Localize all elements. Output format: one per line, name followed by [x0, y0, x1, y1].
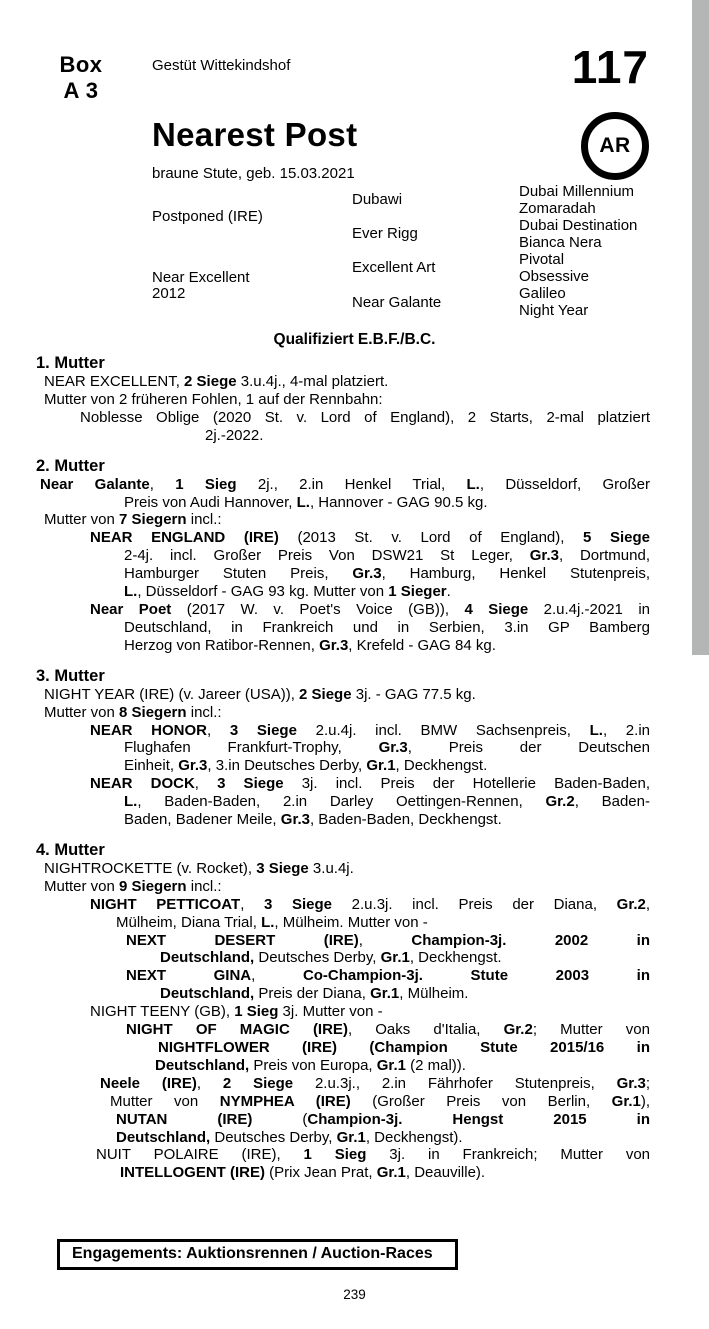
text-line: Mülheim, Diana Trial, L., Mülheim. Mutter von -	[116, 913, 428, 931]
text-line: Near Galante, 1 Sieg 2j., 2.in Henkel Trial, L., Düsseldorf, Großer	[40, 475, 651, 493]
text-line: Deutschland, Preis der Diana, Gr.1, Mülheim.	[160, 985, 469, 1003]
text-line: NEXT DESERT (IRE), Champion-3j. 2002 in	[126, 931, 650, 949]
text-line: Mutter von 7 Siegern incl.:	[44, 511, 222, 529]
text-line: Deutschland, Deutsches Derby, Gr.1, Deckhengst.	[160, 949, 502, 967]
pedigree-gen3-6: Galileo	[519, 285, 566, 303]
text-line: NEXT GINA, Co-Champion-3j. Stute 2003 in	[126, 967, 650, 985]
text-line: L., Baden-Baden, 2.in Darley Oettingen-Rennen, Gr.2, Baden-	[124, 793, 650, 811]
text-line: INTELLOGENT (IRE) (Prix Jean Prat, Gr.1, Deauville).	[120, 1164, 486, 1182]
text-line: Noblesse Oblige (2020 St. v. Lord of England), 2 Starts, 2-mal platziert	[80, 408, 650, 426]
pedigree-gen3-2: Dubai Destination	[519, 216, 638, 234]
text-line: Preis von Audi Hannover, L., Hannover - GAG 90.5 kg.	[124, 493, 488, 511]
box-label-word: Box	[59, 52, 103, 77]
horse-description: braune Stute, geb. 15.03.2021	[152, 165, 355, 182]
text-line: L., Düsseldorf - GAG 93 kg. Mutter von 1 Sieger.	[124, 583, 451, 601]
text-line: NEAR DOCK, 3 Siege 3j. incl. Preis der Hotellerie Baden-Baden,	[90, 775, 650, 793]
pedigree-gen3-0: Dubai Millennium	[519, 182, 635, 200]
text-line: 2-4j. incl. Großer Preis Von DSW21 St Leger, Gr.3, Dortmund,	[124, 547, 650, 565]
pedigree-gen3-4: Pivotal	[519, 250, 565, 268]
text-line: 2j.-2022.	[205, 426, 264, 444]
pedigree-table	[152, 183, 657, 320]
text-line: Flughafen Frankfurt-Trophy, Gr.3, Preis der Deutschen	[124, 739, 650, 757]
text-line: Mutter von 2 früheren Fohlen, 1 auf der Rennbahn:	[44, 390, 383, 408]
scrollbar-thumb[interactable]	[692, 0, 709, 655]
qualification-note: Qualifiziert E.B.F./B.C.	[273, 331, 436, 348]
page-number: 239	[343, 1287, 366, 1302]
text-line: Hamburger Stuten Preis, Gr.3, Hamburg, Henkel Stutenpreis,	[124, 565, 650, 583]
section-heading: 4. Mutter	[36, 840, 105, 859]
pedigree-gen3-7: Night Year	[519, 302, 589, 320]
text-line: Baden, Badener Meile, Gr.3, Baden-Baden, Deckhengst.	[124, 811, 502, 829]
horse-name: Nearest Post	[152, 116, 358, 153]
text-line: Herzog von Ratibor-Rennen, Gr.3, Krefeld - GAG 84 kg.	[124, 636, 496, 654]
engagements-text: Engagements: Auktionsrennen / Auction-Races	[72, 1245, 433, 1262]
box-number: A 3	[63, 78, 99, 103]
text-line: Mutter von 9 Siegern incl.:	[44, 877, 222, 895]
text-line: NUIT POLAIRE (IRE), 1 Sieg 3j. in Frankreich; Mutter von	[96, 1146, 650, 1164]
breeder-badge-circle	[581, 112, 649, 180]
text-line: NIGHT TEENY (GB), 1 Sieg 3j. Mutter von -	[90, 1003, 383, 1021]
text-line: Einheit, Gr.3, 3.in Deutsches Derby, Gr.1, Deckhengst.	[124, 757, 488, 775]
pedigree-gen1-0: Postponed (IRE)	[152, 208, 263, 226]
lot-number: 117	[571, 41, 649, 93]
dam-line-sections	[0, 352, 709, 1182]
pedigree-gen2-2: Excellent Art	[352, 259, 436, 277]
text-line: NEAR HONOR, 3 Siege 2.u.4j. incl. BMW Sachsenpreis, L., 2.in	[90, 721, 650, 739]
text-line: NIGHT OF MAGIC (IRE), Oaks d'Italia, Gr.2; Mutter von	[126, 1021, 650, 1039]
section-heading: 3. Mutter	[36, 666, 105, 685]
breeder-badge-text: AR	[599, 134, 631, 157]
text-line: NIGHT YEAR (IRE) (v. Jareer (USA)), 2 Siege 3j. - GAG 77.5 kg.	[44, 685, 476, 703]
section-heading: 1. Mutter	[36, 354, 105, 372]
consignor-name: Gestüt Wittekindshof	[152, 57, 291, 74]
pedigree-gen2-1: Ever Rigg	[352, 225, 418, 243]
text-line: Deutschland, Preis von Europa, Gr.1 (2 mal)).	[155, 1056, 466, 1074]
text-line: Near Poet (2017 W. v. Poet's Voice (GB)), 4 Siege 2.u.4j.-2021 in	[90, 600, 650, 618]
section-heading: 2. Mutter	[36, 456, 105, 475]
text-line: Deutschland, in Frankreich und in Serbien, 3.in GP Bamberg	[124, 618, 650, 636]
text-line: NEAR ENGLAND (IRE) (2013 St. v. Lord of England), 5 Siege	[90, 529, 650, 547]
box-label	[50, 52, 112, 104]
text-line: NIGHT PETTICOAT, 3 Siege 2.u.3j. incl. Preis der Diana, Gr.2,	[90, 895, 651, 913]
pedigree-gen3-3: Bianca Nera	[519, 233, 602, 251]
pedigree-gen1-1: Near Excellent 2012	[152, 268, 250, 302]
pedigree-gen3-5: Obsessive	[519, 268, 590, 286]
text-line: NIGHTROCKETTE (v. Rocket), 3 Siege 3.u.4j.	[44, 859, 354, 877]
pedigree-gen3-1: Zomaradah	[519, 199, 596, 217]
text-line: Mutter von 8 Siegern incl.:	[44, 703, 222, 721]
text-line: NIGHTFLOWER (IRE) (Champion Stute 2015/16 in	[158, 1039, 650, 1056]
pedigree-gen2-0: Dubawi	[352, 191, 403, 209]
pedigree-gen2-3: Near Galante	[352, 293, 442, 311]
text-line: Neele (IRE), 2 Siege 2.u.3j., 2.in Fährhofer Stutenpreis, Gr.3;	[100, 1074, 650, 1092]
text-line: NEAR EXCELLENT, 2 Siege 3.u.4j., 4-mal platziert.	[44, 373, 389, 390]
text-line: Mutter von NYMPHEA (IRE) (Großer Preis von Berlin, Gr.1),	[110, 1092, 651, 1110]
text-line: Deutschland, Deutsches Derby, Gr.1, Deckhengst).	[116, 1128, 463, 1146]
engagements-box	[57, 1239, 458, 1270]
text-line: NUTAN (IRE) (Champion-3j. Hengst 2015 in	[116, 1110, 650, 1128]
